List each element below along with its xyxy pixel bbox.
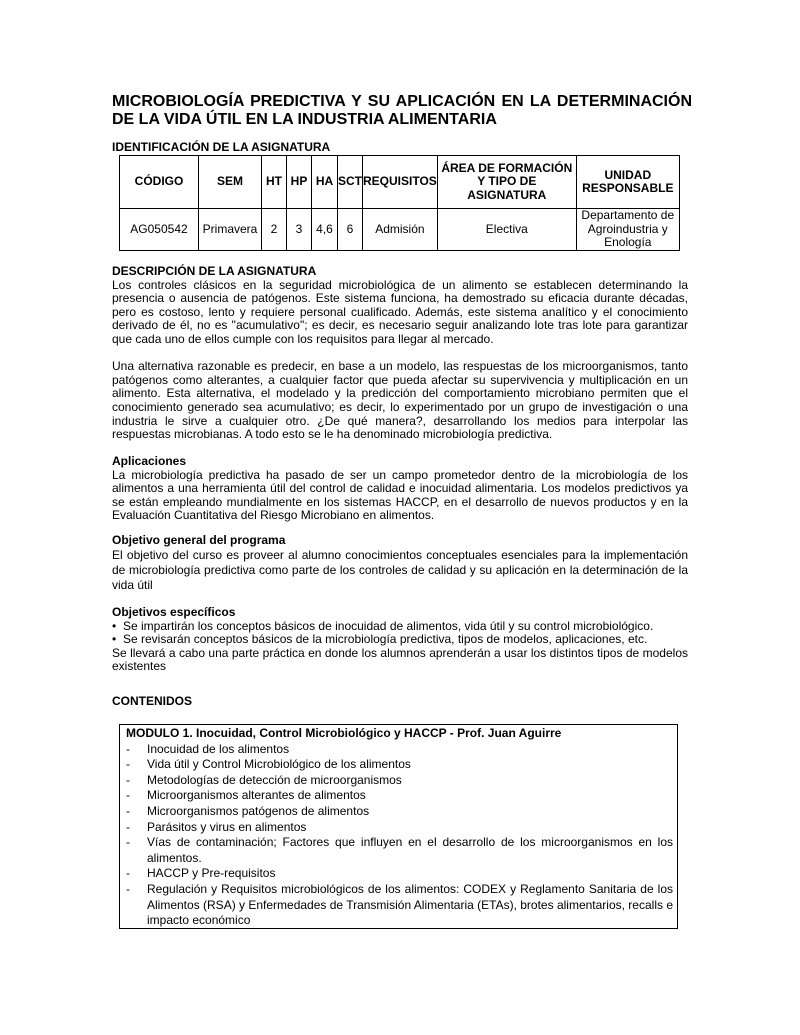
header-sem: SEM <box>199 156 262 209</box>
module-item <box>126 820 677 836</box>
dash-bullet: - <box>126 788 130 803</box>
cell-requisitos: Admisión <box>363 209 438 251</box>
cell-area: Electiva <box>437 209 576 251</box>
dash-bullet: - <box>126 819 130 834</box>
list-item: • Se impartirán los conceptos básicos de inocuidad de alimentos, vida útil y su control microbiológico. <box>112 620 688 634</box>
objetivo-general-heading: Objetivo general del programa <box>112 533 286 547</box>
header-requisitos: REQUISITOS <box>363 156 438 209</box>
module-item-text: Metodologías de detección de microorganismos <box>147 772 402 787</box>
aplicaciones-section <box>112 455 688 523</box>
contenidos-heading: CONTENIDOS <box>112 694 193 708</box>
objetivos-list <box>112 620 688 647</box>
cell-codigo: AG050542 <box>120 209 199 251</box>
aplicaciones-heading: Aplicaciones <box>112 454 187 468</box>
document-title: MICROBIOLOGÍA PREDICTIVA Y SU APLICACIÓN EN LA DETERMINACIÓN DE LA VIDA ÚTIL EN LA INDUSTRIA ALIMENTARIA <box>112 93 692 128</box>
dash-bullet: - <box>126 881 130 896</box>
module-item-text: HACCP y Pre-requisitos <box>147 866 276 881</box>
cell-sct: 6 <box>338 209 363 251</box>
header-codigo: CÓDIGO <box>120 156 199 209</box>
objetivo-general-text: El objetivo del curso es proveer al alumno conocimientos conceptuales esenciales para la implementación de microbiología predictiva como parte de los controles de calidad y su aplicación en la determinación de la vida útil <box>112 547 688 592</box>
modulo-1-box <box>119 724 678 929</box>
module-item-text: Inocuidad de los alimentos <box>147 741 290 756</box>
identificacion-heading: IDENTIFICACIÓN DE LA ASIGNATURA <box>112 140 331 154</box>
cell-sem: Primavera <box>199 209 262 251</box>
dash-bullet: - <box>126 835 130 850</box>
dash-bullet: - <box>126 803 130 818</box>
module-item-text: Regulación y Requisitos microbiológicos de los alimentos: CODEX y Reglamento Sanitaria de los Alimentos (RSA) y Enfermedades de Transmisión Alimentaria (ETAs), brotes alimentarios, recalls e impacto económico <box>147 881 673 928</box>
header-hp: HP <box>287 156 312 209</box>
modulo-title: MODULO 1. Inocuidad, Control Microbiológico y HACCP - Prof. Juan Aguirre <box>126 726 562 740</box>
descripcion-paragraph-2: Una alternativa razonable es predecir, en base a un modelo, las respuestas de los microorganismos, tanto patógenos como alterantes, a cualquier factor que pueda afectar su supervivencia y multiplicación en un alimento. Esta alternativa, el modelado y la predicción del comportamiento microbiano permiten que el conocimiento generado sea acumulativo; es decir, lo experimentado por un grupo de investigación o una industria le sirve a cualquier otro. ¿De qué manera?, desarrollando los medios para interpolar las respuestas microbianas. A todo esto se le ha denominado microbiología predictiva. <box>112 359 688 442</box>
module-item <box>126 788 677 804</box>
module-item <box>126 866 677 882</box>
identificacion-table <box>119 155 680 251</box>
descripcion-section <box>112 265 688 442</box>
module-item <box>126 835 677 866</box>
module-item <box>126 742 677 758</box>
module-item-text: Vías de contaminación; Factores que influyen en el desarrollo de los microorganismos en los alimentos. <box>147 835 673 865</box>
header-area: ÁREA DE FORMACIÓN Y TIPO DE ASIGNATURA <box>437 156 576 209</box>
module-item <box>126 804 677 820</box>
table-header-row <box>120 156 680 209</box>
objetivos-especificos-text: Se llevará a cabo una parte práctica en donde los alumnos aprenderán a usar los distintos tipos de modelos existentes <box>112 645 688 674</box>
objetivos-especificos-heading: Objetivos específicos <box>112 605 236 619</box>
descripcion-paragraph-1: Los controles clásicos en la seguridad microbiológica de un alimento se establecen determinando la presencia o ausencia de patógenos. Este sistema funciona, ha demostrado su eficacia durante décadas, pero es costoso, lento y requiere personal cualificado. Además, este sistema analítico y el conocimiento derivado de él, no es "acumulativo"; es decir, es necesario seguir analizando lote tras lote para garantizar que cada uno de ellos cumple con los requisitos para llegar al mercado. <box>112 277 688 346</box>
header-ht: HT <box>262 156 287 209</box>
objetivo-general-section <box>112 534 688 593</box>
module-item <box>126 773 677 789</box>
modulo-items <box>126 742 677 929</box>
module-item-text: Vida útil y Control Microbiológico de los alimentos <box>147 757 411 772</box>
header-unidad: UNIDAD RESPONSABLE <box>576 156 679 209</box>
objetivos-especificos-section <box>112 606 688 674</box>
cell-ht: 2 <box>262 209 287 251</box>
descripcion-heading: DESCRIPCIÓN DE LA ASIGNATURA <box>112 264 317 278</box>
table-row <box>120 209 680 251</box>
cell-ha: 4,6 <box>312 209 338 251</box>
dash-bullet: - <box>126 772 130 787</box>
module-item-text: Microorganismos patógenos de alimentos <box>147 803 370 818</box>
aplicaciones-text: La microbiología predictiva ha pasado de ser un campo prometedor dentro de la microbiología de los alimentos a una herramienta útil del control de calidad e inocuidad alimentaria. Los modelos predictivos ya se están empleando mundialmente en los sistemas HACCP, en el desarrollo de nuevos productos y en la Evaluación Cuantitativa del Riesgo Microbiano en alimentos. <box>112 467 688 523</box>
cell-hp: 3 <box>287 209 312 251</box>
module-item-text: Parásitos y virus en alimentos <box>147 819 307 834</box>
dash-bullet: - <box>126 757 130 772</box>
list-item: • Se revisarán conceptos básicos de la microbiología predictiva, tipos de modelos, aplicaciones, etc. <box>112 633 688 647</box>
cell-unidad: Departamento de Agroindustria y Enología <box>576 209 679 251</box>
header-sct: SCT <box>338 156 363 209</box>
module-item <box>126 882 677 929</box>
dash-bullet: - <box>126 866 130 881</box>
dash-bullet: - <box>126 741 130 756</box>
module-item <box>126 757 677 773</box>
module-item-text: Microorganismos alterantes de alimentos <box>147 788 366 803</box>
header-ha: HA <box>312 156 338 209</box>
